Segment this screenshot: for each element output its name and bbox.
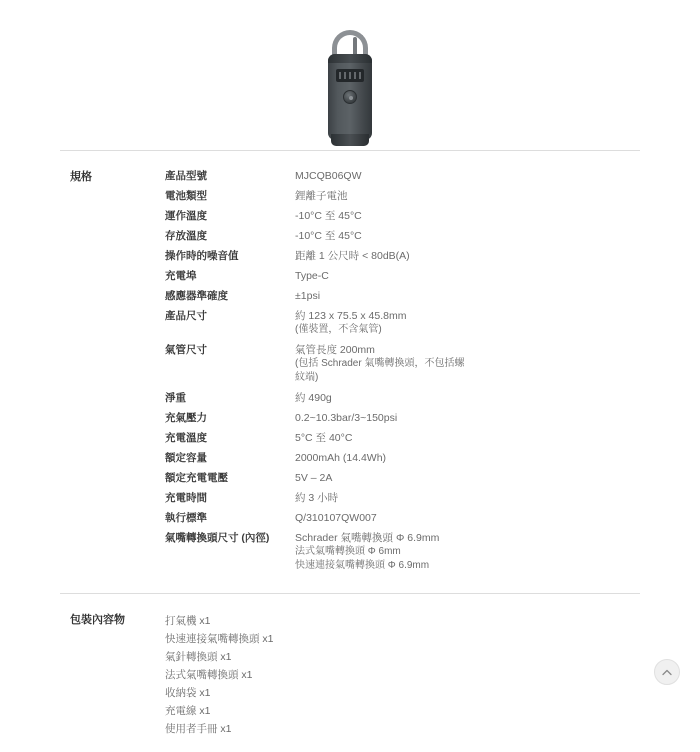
- spec-value: [295, 431, 640, 445]
- spec-value-main: -10°C 至 45°C: [295, 230, 362, 242]
- specs-section-title: 規格: [70, 171, 92, 183]
- spec-value: [295, 411, 640, 425]
- spec-label: 執行標準: [165, 512, 207, 524]
- package-section-title: 包裝內容物: [70, 614, 125, 626]
- package-item: 收納袋 x1: [165, 687, 211, 699]
- spec-row: [165, 491, 640, 505]
- spec-value-note: (包括 Schrader 氣嘴轉換頭，不包括螺: [295, 358, 465, 369]
- spec-label: 感應器準確度: [165, 290, 228, 302]
- package-item: 充電線 x1: [165, 705, 211, 717]
- spec-value-main: 約 3 小時: [295, 492, 339, 504]
- spec-value: [295, 309, 640, 337]
- spec-value-main: 5V – 2A: [295, 472, 333, 484]
- spec-value: [295, 491, 640, 505]
- spec-label: 氣管尺寸: [165, 344, 207, 356]
- package-item: 法式氣嘴轉換頭 x1: [165, 669, 253, 681]
- spec-label: 充氣壓力: [165, 412, 207, 424]
- spec-row: [165, 249, 640, 263]
- spec-value: [295, 531, 640, 573]
- spec-label: 電池類型: [165, 190, 207, 202]
- spec-label: 充電埠: [165, 270, 197, 282]
- chevron-up-icon: [662, 669, 672, 676]
- spec-value-main: -10°C 至 45°C: [295, 210, 362, 222]
- package-item: 打氣機 x1: [165, 615, 211, 627]
- spec-value-main: Schrader 氣嘴轉換頭 Φ 6.9mm: [295, 532, 440, 544]
- spec-row: [165, 511, 640, 525]
- spec-value: [295, 391, 640, 405]
- pump-top-band: [328, 54, 372, 63]
- spec-row: [165, 343, 640, 385]
- package-item: 快速連接氣嘴轉換頭 x1: [165, 633, 274, 645]
- pump-button-dot: [349, 96, 353, 100]
- spec-label: 淨重: [165, 392, 186, 404]
- spec-label: 充電時間: [165, 492, 207, 504]
- spec-value-note: 快速連接氣嘴轉換頭 Φ 6.9mm: [295, 560, 430, 571]
- spec-value: [295, 471, 640, 485]
- spec-value: [295, 189, 640, 203]
- spec-value-main: 氣管長度 200mm: [295, 344, 375, 356]
- spec-value-main: 距離 1 公尺時 < 80dB(A): [295, 250, 410, 262]
- spec-value: [295, 289, 640, 303]
- spec-row: [165, 471, 640, 485]
- spec-value: [295, 511, 640, 525]
- spec-label: 氣嘴轉換頭尺寸 (內徑): [165, 532, 270, 544]
- spec-row: [165, 411, 640, 425]
- pump-display-digits: [339, 72, 361, 79]
- pump-base: [331, 134, 369, 146]
- spec-label: 產品尺寸: [165, 310, 207, 322]
- spec-value-main: 約 123 x 75.5 x 45.8mm: [295, 310, 407, 322]
- package-section: [60, 594, 640, 752]
- pump-display-screen: [336, 69, 364, 82]
- spec-row: [165, 391, 640, 405]
- spec-value-main: Type-C: [295, 270, 329, 282]
- spec-value: [295, 209, 640, 223]
- package-items-list: [165, 612, 640, 738]
- spec-row: [165, 169, 640, 183]
- specs-list: [165, 169, 640, 579]
- spec-value-main: 2000mAh (14.4Wh): [295, 452, 387, 464]
- package-item: 氣針轉換頭 x1: [165, 651, 232, 663]
- spec-value: [295, 343, 640, 385]
- spec-value: [295, 249, 640, 263]
- spec-label: 充電溫度: [165, 432, 207, 444]
- spec-row: [165, 189, 640, 203]
- spec-value: [295, 269, 640, 283]
- specs-section: [60, 151, 640, 593]
- product-hero-image: [0, 0, 700, 150]
- spec-row: [165, 431, 640, 445]
- back-to-top-button[interactable]: [654, 659, 680, 685]
- spec-label: 運作溫度: [165, 210, 207, 222]
- spec-value-main: MJCQB06QW: [295, 170, 362, 182]
- pump-body: [328, 54, 372, 140]
- spec-row: [165, 289, 640, 303]
- spec-row: [165, 269, 640, 283]
- spec-row: [165, 531, 640, 573]
- spec-label: 存放溫度: [165, 230, 207, 242]
- spec-value-main: Q/310107QW007: [295, 512, 377, 524]
- spec-label: 操作時的噪音值: [165, 250, 239, 262]
- spec-value-main: 鋰離子電池: [295, 190, 348, 202]
- spec-value-note: 紋端): [295, 372, 319, 383]
- spec-row: [165, 209, 640, 223]
- pump-power-button: [343, 90, 357, 104]
- spec-value-main: 約 490g: [295, 392, 332, 404]
- package-item: 使用者手冊 x1: [165, 723, 232, 735]
- spec-value-note: (僅裝置，不含氣管): [295, 324, 382, 335]
- spec-label: 額定充電電壓: [165, 472, 228, 484]
- spec-row: [165, 229, 640, 243]
- spec-value-main: ±1psi: [295, 290, 321, 302]
- spec-label: 額定容量: [165, 452, 207, 464]
- spec-row: [165, 451, 640, 465]
- spec-value: [295, 229, 640, 243]
- spec-row: [165, 309, 640, 337]
- spec-value: [295, 451, 640, 465]
- spec-label: 產品型號: [165, 170, 207, 182]
- spec-value-main: 0.2~10.3bar/3~150psi: [295, 412, 398, 424]
- spec-value: [295, 169, 640, 183]
- air-pump-illustration: [322, 30, 378, 140]
- spec-value-main: 5°C 至 40°C: [295, 432, 353, 444]
- spec-value-note: 法式氣嘴轉換頭 Φ 6mm: [295, 546, 401, 557]
